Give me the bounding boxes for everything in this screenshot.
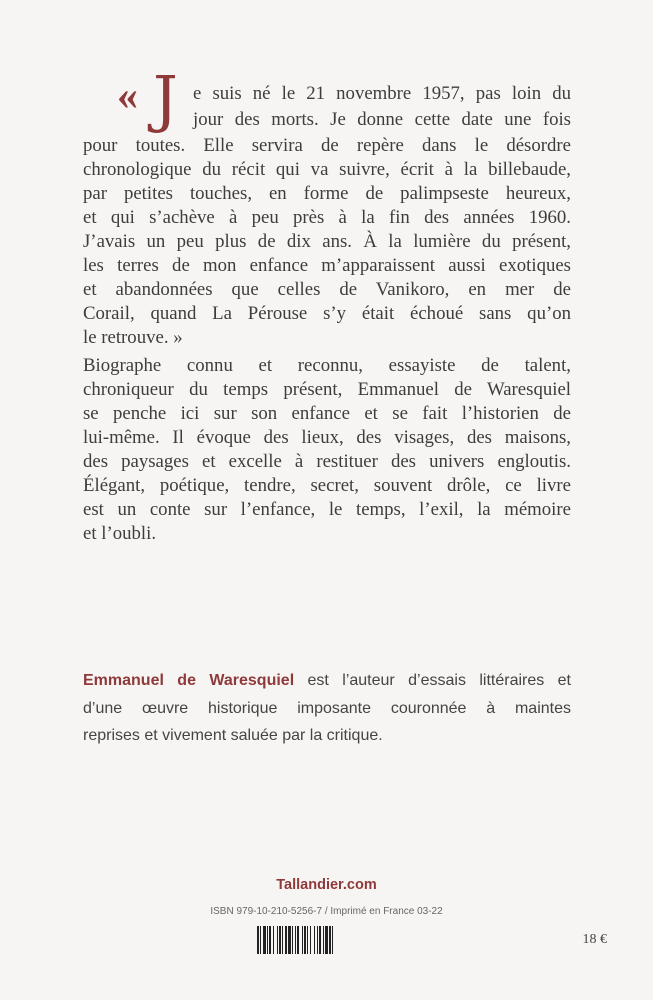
description-line: Élégant, poétique, tendre, secret, souvent drôle, ce livre <box>83 475 571 496</box>
quote-line: J’avais un peu plus de dix ans. À la lumière du présent, <box>83 231 571 252</box>
drop-cap: J <box>153 62 178 135</box>
author-name: Emmanuel de Waresquiel <box>83 672 295 689</box>
description-line: chroniqueur du temps présent, Emmanuel de Waresquiel <box>83 379 571 400</box>
description-line: Biographe connu et reconnu, essayiste de talent, <box>83 355 571 376</box>
author-bio-text: est l’auteur d’essais littéraires et <box>294 672 571 689</box>
quote-line: Corail, quand La Pérouse s’y était échoué sans qu’on <box>83 303 571 324</box>
quote-line: les terres de mon enfance m’apparaissent aussi exotiques <box>83 255 571 276</box>
description-line: se penche ici sur son enfance et se fait l’historien de <box>83 403 571 424</box>
quote-line: pour toutes. Elle servira de repère dans le désordre <box>83 135 571 156</box>
author-bio-line <box>83 667 571 695</box>
quote-line: par petites touches, en forme de palimpseste heureux, <box>83 183 571 204</box>
drop-line-2: jour des morts. Je donne cette date une fois <box>193 109 571 130</box>
quote-line: le retrouve. » <box>83 327 183 348</box>
author-bio <box>83 667 571 750</box>
opening-guillemet: « <box>117 73 135 119</box>
quote-line: chronologique du récit qui va suivre, écrit à la billebaude, <box>83 159 571 180</box>
description-line: est un conte sur l’enfance, le temps, l’exil, la mémoire <box>83 499 571 520</box>
drop-line-1: e suis né le 21 novembre 1957, pas loin du <box>193 83 571 104</box>
price: 18 € <box>582 932 607 947</box>
description-line: et l’oubli. <box>83 523 157 544</box>
author-bio-line: d’une œuvre historique imposante couronnée à maintes <box>83 699 571 717</box>
description-line: des paysages et excelle à restituer des univers engloutis. <box>83 451 571 472</box>
quote-line: et abandonnées que celles de Vanikoro, en mer de <box>83 279 571 300</box>
publisher-website[interactable]: Tallandier.com <box>276 877 377 893</box>
author-bio-line: reprises et vivement saluée par la critique. <box>83 727 383 744</box>
description-line: lui-même. Il évoque des lieux, des visages, des maisons, <box>83 427 571 448</box>
barcode <box>257 926 397 954</box>
quote-line: et qui s’achève à peu près à la fin des années 1960. <box>83 207 571 228</box>
quote-block <box>83 62 571 546</box>
isbn-line: ISBN 979-10-210-5256-7 / Imprimé en France 03-22 <box>210 906 443 917</box>
quote-opening <box>83 62 571 135</box>
